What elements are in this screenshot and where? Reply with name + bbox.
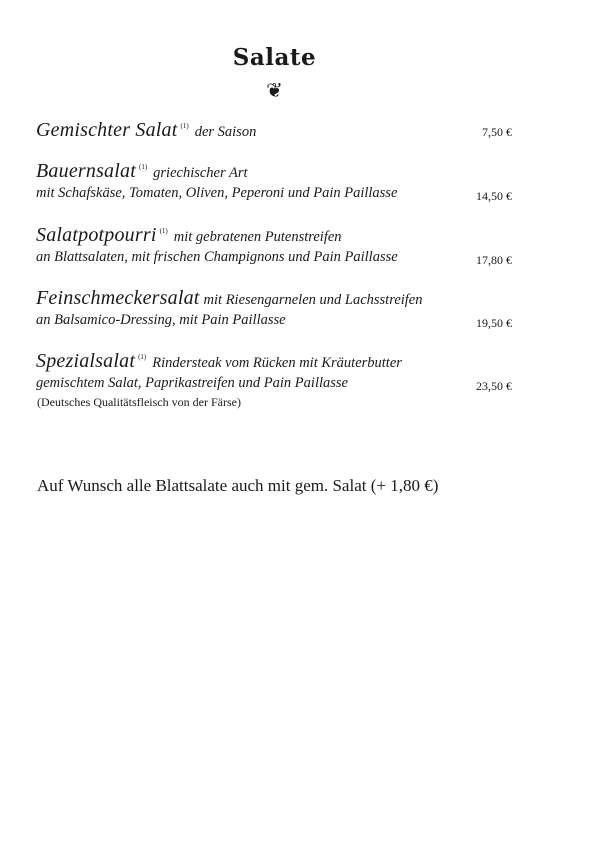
item-name: Bauernsalat — [36, 160, 136, 182]
menu-item — [36, 119, 512, 142]
item-name: Gemischter Salat — [36, 119, 178, 141]
item-description: der Saison — [194, 124, 257, 140]
item-price: 17,80 € — [476, 253, 512, 267]
item-description: griechischer Art — [153, 165, 248, 181]
item-description: mit gebratenen Putenstreifen — [173, 229, 342, 245]
item-ref: (1) — [180, 122, 189, 130]
item-description: Rindersteak vom Rücken mit Kräuterbutter — [152, 355, 402, 371]
item-line-1 — [36, 287, 512, 310]
item-note: (Deutsches Qualitätsfleisch von der Färse) — [37, 395, 241, 409]
footer-note: Auf Wunsch alle Blattsalate auch mit gem. Salat (+ 1,80 €) — [37, 476, 439, 495]
menu-item — [36, 287, 512, 329]
item-description: mit Riesengarnelen und Lachsstreifen — [203, 292, 423, 308]
menu-item — [36, 160, 512, 202]
item-description-2: an Blattsalaten, mit frischen Champignons und Pain Paillasse — [36, 249, 398, 265]
item-line-1 — [36, 119, 512, 142]
page-title: Salate — [232, 44, 317, 71]
item-name: Feinschmeckersalat — [36, 287, 200, 309]
item-description-2: mit Schafskäse, Tomaten, Oliven, Peperoni und Pain Paillasse — [36, 185, 398, 201]
item-line-1 — [36, 160, 512, 183]
item-ref: (1) — [159, 227, 168, 235]
item-line-1 — [36, 224, 512, 247]
item-description-2: an Balsamico-Dressing, mit Pain Paillasse — [36, 312, 286, 328]
item-ref: (1) — [138, 163, 148, 171]
item-line-1 — [36, 350, 512, 373]
item-name: Spezialsalat — [36, 350, 136, 372]
item-name: Salatpotpourri — [36, 224, 157, 246]
item-price: 14,50 € — [476, 189, 512, 203]
ornament-icon: ❦ — [266, 80, 283, 102]
menu-item — [36, 224, 512, 266]
item-price: 7,50 € — [482, 125, 512, 139]
item-price: 23,50 € — [476, 379, 512, 393]
menu-item — [36, 350, 512, 410]
item-ref: (1) — [138, 353, 147, 361]
item-price: 19,50 € — [476, 316, 512, 330]
item-description-2: gemischtem Salat, Paprikastreifen und Pain Paillasse — [36, 375, 348, 391]
